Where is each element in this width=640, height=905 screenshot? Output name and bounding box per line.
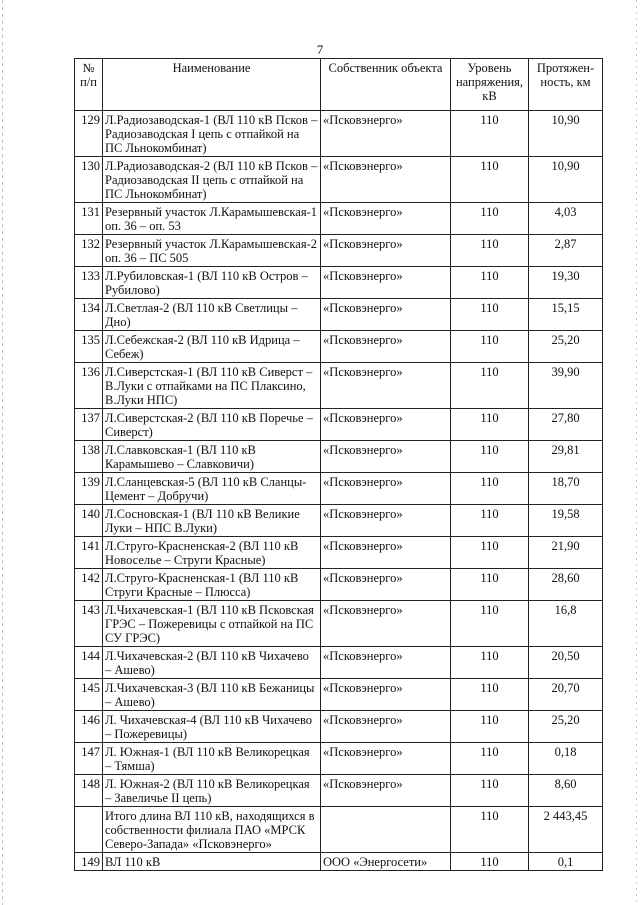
row-owner: «Псковэнерго» xyxy=(321,363,451,409)
row-name: ВЛ 110 кВ xyxy=(103,853,321,871)
row-name: Л. Чихачевская-4 (ВЛ 110 кВ Чихачево – Пожеревицы) xyxy=(103,711,321,743)
header-owner: Собственник объекта xyxy=(321,59,451,111)
table-row xyxy=(75,743,603,775)
row-voltage: 110 xyxy=(451,157,529,203)
row-name: Л.Сиверстская-1 (ВЛ 110 кВ Сиверст – В.Луки с отпайками на ПС Плаксино, В.Луки НПС) xyxy=(103,363,321,409)
row-owner: «Псковэнерго» xyxy=(321,473,451,505)
row-voltage: 110 xyxy=(451,441,529,473)
row-length: 20,70 xyxy=(529,679,603,711)
table-row xyxy=(75,775,603,807)
row-voltage: 110 xyxy=(451,775,529,807)
row-name: Л.Светлая-2 (ВЛ 110 кВ Светлицы – Дно) xyxy=(103,299,321,331)
table-row xyxy=(75,331,603,363)
row-number: 136 xyxy=(75,363,103,409)
table-row xyxy=(75,363,603,409)
table-row xyxy=(75,679,603,711)
row-owner: «Псковэнерго» xyxy=(321,441,451,473)
table-row xyxy=(75,111,603,157)
row-number: 147 xyxy=(75,743,103,775)
row-length: 0,18 xyxy=(529,743,603,775)
table-row xyxy=(75,647,603,679)
scan-edge-left xyxy=(2,0,3,905)
row-number: 144 xyxy=(75,647,103,679)
row-owner xyxy=(321,807,451,853)
row-number: 134 xyxy=(75,299,103,331)
row-length: 39,90 xyxy=(529,363,603,409)
row-owner: «Псковэнерго» xyxy=(321,267,451,299)
row-owner: «Псковэнерго» xyxy=(321,111,451,157)
row-owner: «Псковэнерго» xyxy=(321,409,451,441)
row-number: 133 xyxy=(75,267,103,299)
row-length: 28,60 xyxy=(529,569,603,601)
header-length: Протяжен-ность, км xyxy=(529,59,603,111)
row-voltage: 110 xyxy=(451,537,529,569)
row-name: Л.Струго-Красненская-2 (ВЛ 110 кВ Новоселье – Струги Красные) xyxy=(103,537,321,569)
row-number: 143 xyxy=(75,601,103,647)
row-owner: «Псковэнерго» xyxy=(321,203,451,235)
row-voltage: 110 xyxy=(451,807,529,853)
row-voltage: 110 xyxy=(451,111,529,157)
row-name: Л.Чихачевская-3 (ВЛ 110 кВ Бежаницы – Ашево) xyxy=(103,679,321,711)
row-owner: «Псковэнерго» xyxy=(321,775,451,807)
row-number: 139 xyxy=(75,473,103,505)
table-row xyxy=(75,537,603,569)
scan-edge-right xyxy=(636,0,637,905)
table-row xyxy=(75,569,603,601)
row-owner: «Псковэнерго» xyxy=(321,601,451,647)
row-name: Л.Славковская-1 (ВЛ 110 кВ Карамышево – Славковичи) xyxy=(103,441,321,473)
row-number: 129 xyxy=(75,111,103,157)
row-voltage: 110 xyxy=(451,267,529,299)
row-length: 8,60 xyxy=(529,775,603,807)
row-voltage: 110 xyxy=(451,331,529,363)
row-name: Л.Себежская-2 (ВЛ 110 кВ Идрица – Себеж) xyxy=(103,331,321,363)
row-length: 16,8 xyxy=(529,601,603,647)
row-owner: «Псковэнерго» xyxy=(321,505,451,537)
row-owner: «Псковэнерго» xyxy=(321,569,451,601)
row-owner: ООО «Энергосети» xyxy=(321,853,451,871)
row-owner: «Псковэнерго» xyxy=(321,679,451,711)
row-voltage: 110 xyxy=(451,647,529,679)
row-voltage: 110 xyxy=(451,743,529,775)
row-voltage: 110 xyxy=(451,203,529,235)
row-length: 25,20 xyxy=(529,711,603,743)
row-owner: «Псковэнерго» xyxy=(321,647,451,679)
table-row xyxy=(75,409,603,441)
row-length: 20,50 xyxy=(529,647,603,679)
row-name: Л.Сланцевская-5 (ВЛ 110 кВ Сланцы-Цемент – Добручи) xyxy=(103,473,321,505)
row-number: 132 xyxy=(75,235,103,267)
table-row xyxy=(75,473,603,505)
row-voltage: 110 xyxy=(451,235,529,267)
row-length: 15,15 xyxy=(529,299,603,331)
row-length: 19,58 xyxy=(529,505,603,537)
row-name: Итого длина ВЛ 110 кВ, находящихся в собственности филиала ПАО «МРСК Северо-Запада» «Псковэнерго» xyxy=(103,807,321,853)
row-number: 138 xyxy=(75,441,103,473)
row-voltage: 110 xyxy=(451,853,529,871)
power-lines-table xyxy=(74,58,603,871)
row-owner: «Псковэнерго» xyxy=(321,331,451,363)
header-num: № п/п xyxy=(75,59,103,111)
row-number: 149 xyxy=(75,853,103,871)
row-length: 25,20 xyxy=(529,331,603,363)
table-row xyxy=(75,601,603,647)
row-length: 21,90 xyxy=(529,537,603,569)
table-row xyxy=(75,807,603,853)
row-name: Л.Сосновская-1 (ВЛ 110 кВ Великие Луки – НПС В.Луки) xyxy=(103,505,321,537)
row-name: Л.Струго-Красненская-1 (ВЛ 110 кВ Струги Красные – Плюсса) xyxy=(103,569,321,601)
row-length: 2,87 xyxy=(529,235,603,267)
row-length: 29,81 xyxy=(529,441,603,473)
row-number: 130 xyxy=(75,157,103,203)
row-number: 148 xyxy=(75,775,103,807)
row-name: Л.Сиверстская-2 (ВЛ 110 кВ Поречье – Сиверст) xyxy=(103,409,321,441)
row-owner: «Псковэнерго» xyxy=(321,711,451,743)
row-owner: «Псковэнерго» xyxy=(321,299,451,331)
row-number: 146 xyxy=(75,711,103,743)
table-row xyxy=(75,203,603,235)
row-voltage: 110 xyxy=(451,569,529,601)
row-voltage: 110 xyxy=(451,299,529,331)
row-number xyxy=(75,807,103,853)
row-voltage: 110 xyxy=(451,711,529,743)
row-length: 10,90 xyxy=(529,111,603,157)
table-row xyxy=(75,441,603,473)
row-name: Л. Южная-2 (ВЛ 110 кВ Великорецкая – Завеличье II цепь) xyxy=(103,775,321,807)
row-name: Л.Радиозаводская-2 (ВЛ 110 кВ Псков – Радиозаводская II цепь с отпайкой на ПС Льнокомбинат) xyxy=(103,157,321,203)
table-row xyxy=(75,711,603,743)
row-number: 137 xyxy=(75,409,103,441)
table-row xyxy=(75,267,603,299)
table-row xyxy=(75,505,603,537)
table-body xyxy=(75,111,603,871)
row-voltage: 110 xyxy=(451,363,529,409)
row-length: 27,80 xyxy=(529,409,603,441)
row-voltage: 110 xyxy=(451,679,529,711)
row-voltage: 110 xyxy=(451,473,529,505)
row-length: 4,03 xyxy=(529,203,603,235)
row-number: 145 xyxy=(75,679,103,711)
row-number: 142 xyxy=(75,569,103,601)
row-number: 131 xyxy=(75,203,103,235)
page-number: 7 xyxy=(316,42,324,57)
row-owner: «Псковэнерго» xyxy=(321,235,451,267)
header-voltage: Уровень напряжения, кВ xyxy=(451,59,529,111)
row-number: 141 xyxy=(75,537,103,569)
row-voltage: 110 xyxy=(451,505,529,537)
row-name: Л.Чихачевская-2 (ВЛ 110 кВ Чихачево – Ашево) xyxy=(103,647,321,679)
row-voltage: 110 xyxy=(451,409,529,441)
row-name: Л.Рубиловская-1 (ВЛ 110 кВ Остров – Рубилово) xyxy=(103,267,321,299)
table-header-row xyxy=(75,59,603,111)
table-row xyxy=(75,299,603,331)
table-row xyxy=(75,853,603,871)
row-name: Резервный участок Л.Карамышевская-1 оп. 36 – оп. 53 xyxy=(103,203,321,235)
row-length: 10,90 xyxy=(529,157,603,203)
row-name: Л.Радиозаводская-1 (ВЛ 110 кВ Псков – Радиозаводская I цепь с отпайкой на ПС Льнокомбинат) xyxy=(103,111,321,157)
row-owner: «Псковэнерго» xyxy=(321,537,451,569)
header-name: Наименование xyxy=(103,59,321,111)
row-length: 18,70 xyxy=(529,473,603,505)
row-name: Л. Южная-1 (ВЛ 110 кВ Великорецкая – Тямша) xyxy=(103,743,321,775)
table-row xyxy=(75,157,603,203)
row-name: Резервный участок Л.Карамышевская-2 оп. 36 – ПС 505 xyxy=(103,235,321,267)
table-row xyxy=(75,235,603,267)
row-owner: «Псковэнерго» xyxy=(321,157,451,203)
row-length: 19,30 xyxy=(529,267,603,299)
row-length: 0,1 xyxy=(529,853,603,871)
row-length: 2 443,45 xyxy=(529,807,603,853)
row-voltage: 110 xyxy=(451,601,529,647)
row-name: Л.Чихачевская-1 (ВЛ 110 кВ Псковская ГРЭС – Пожеревицы с отпайкой на ПС СУ ГРЭС) xyxy=(103,601,321,647)
row-number: 135 xyxy=(75,331,103,363)
row-number: 140 xyxy=(75,505,103,537)
row-owner: «Псковэнерго» xyxy=(321,743,451,775)
